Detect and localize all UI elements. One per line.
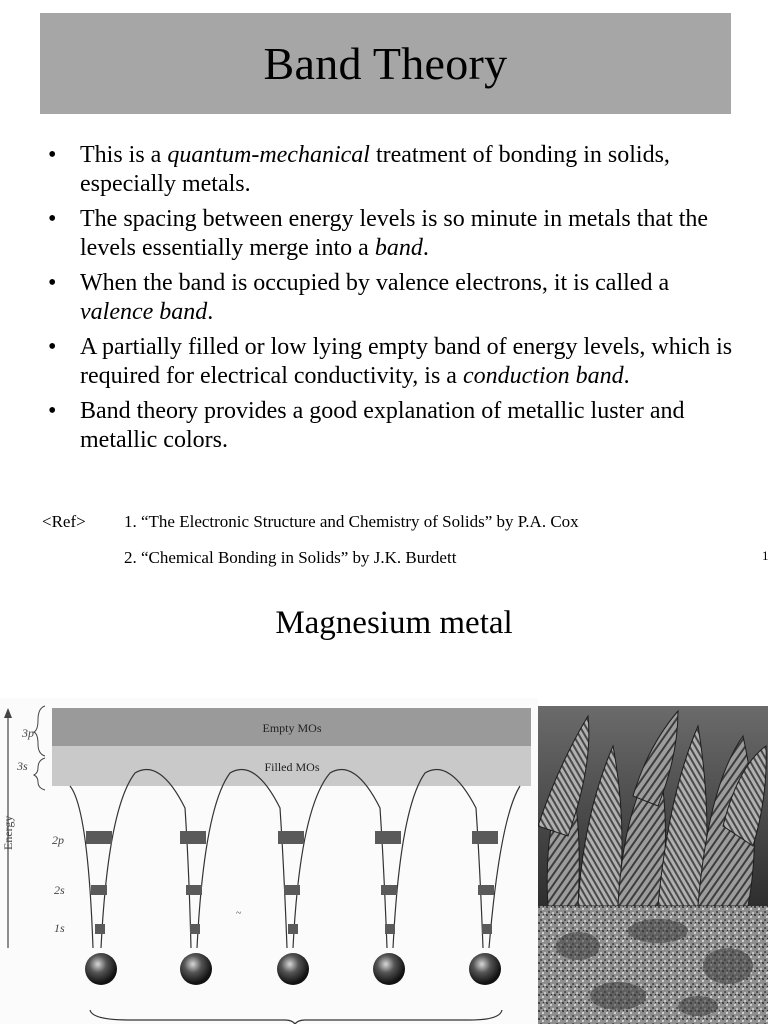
bullet-dot: • [48,270,57,296]
energy-axis-label: Energy [1,815,15,850]
bullet-item [42,269,742,327]
atom-icon [277,953,309,985]
bullet-dot: • [48,206,57,232]
bullet-emphasis: conduction band [462,363,624,389]
bullet-text: A partially filled or low lying empty band of energy levels, which is required for electrical conductivity, is a [80,334,733,389]
reference-2: 2. “Chemical Bonding in Solids” by J.K. Burdett [124,548,457,567]
bullet-emphasis: quantum-mechanical [167,142,370,168]
bullet-text: The spacing between energy levels is so minute in metals that the levels essentially merge into a [80,206,709,261]
bullet-text: This is a [80,142,168,168]
reference-1: 1. “The Electronic Structure and Chemistry of Solids” by P.A. Cox [124,512,579,531]
atom-icon [85,953,117,985]
bullet-dot: • [48,334,57,360]
bullet-text-end: . [207,299,214,325]
atom-icon [373,953,405,985]
level-label-1s: 1s [54,921,65,935]
bullet-item [42,205,742,263]
level-label-2p: 2p [52,833,64,847]
level-label-3s: 3s [17,759,28,773]
bullet-emphasis: band [374,235,423,261]
atom-icon [180,953,212,985]
stray-mark: ~ [236,908,242,919]
bullet-text: Band theory provides a good explanation of metallic luster and metallic colors. [80,398,685,453]
level-label-3p: 3p [22,726,34,740]
bullet-dot: • [48,142,57,168]
slide-title: Band Theory [263,38,508,89]
bullet-text-end: . [422,235,429,261]
bullet-text-end: . [623,363,630,389]
magnesium-surface-photo [538,906,768,1024]
ref-tag: <Ref> [42,512,86,531]
bullet-item [42,397,742,455]
band-diagram [0,698,538,1024]
level-label-2s: 2s [54,883,65,897]
magnesium-crystal-photo [538,706,768,906]
title-bar [40,13,731,114]
section-title: Magnesium metal [275,605,513,641]
bullet-text: When the band is occupied by valence electrons, it is called a [80,270,670,296]
bullet-item [42,333,742,391]
bullet-item [42,141,742,199]
bullet-emphasis: valence band [80,299,208,325]
atom-icon [469,953,501,985]
filled-band-label: Filled MOs [264,760,320,774]
bullet-dot: • [48,398,57,424]
empty-band-label: Empty MOs [262,721,322,735]
bullet-text-end: treatment of bonding in solids, especially metals. [80,142,670,197]
bullet-list [42,141,742,461]
page-number: 1 [762,548,768,563]
